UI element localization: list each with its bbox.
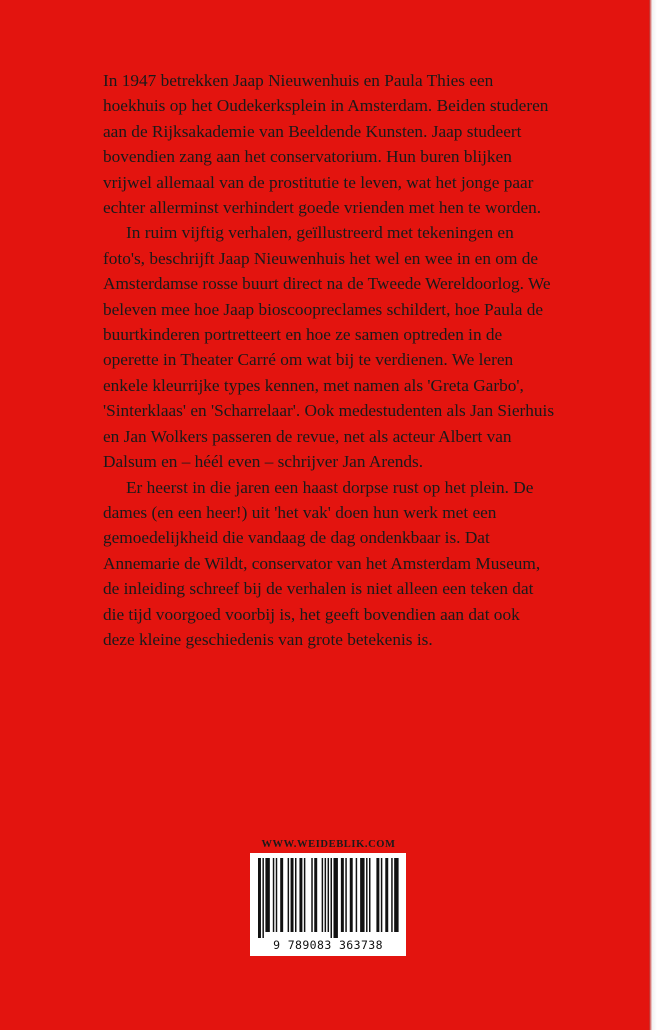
barcode-bar: [325, 858, 326, 932]
barcode-bar: [385, 858, 388, 932]
barcode-bar: [360, 858, 364, 932]
barcode-bar: [322, 858, 323, 932]
back-cover-blurb: [103, 68, 555, 652]
barcode-bar: [299, 858, 302, 932]
barcode-bar: [288, 858, 289, 932]
barcode-bar: [304, 858, 305, 932]
barcode-bar: [314, 858, 317, 932]
barcode-bar: [273, 858, 274, 932]
barcode-bar: [331, 858, 332, 938]
barcode-bar: [276, 858, 277, 932]
barcode-bar: [295, 858, 296, 932]
barcode-bar: [280, 858, 283, 932]
barcode-bar: [328, 858, 329, 932]
barcode: [250, 853, 406, 956]
publisher-website[interactable]: WWW.WEIDEBLIK.COM: [261, 839, 396, 850]
barcode-bar: [376, 858, 379, 932]
barcode-bar: [333, 858, 337, 938]
barcode-bar: [265, 858, 269, 932]
barcode-bar: [311, 858, 312, 932]
barcode-bars-icon: [256, 858, 400, 938]
barcode-bar: [341, 858, 344, 932]
barcode-bar: [394, 858, 398, 932]
barcode-bar: [369, 858, 370, 932]
barcode-bar: [291, 858, 294, 932]
barcode-bar: [366, 858, 367, 932]
barcode-bar: [262, 858, 263, 938]
isbn-number: 9 789083 363738: [273, 938, 383, 952]
blurb-paragraph-2: In ruim vijftig verhalen, geïllustreerd met tekeningen en foto's, beschrijft Jaap Nieuwenhuis het wel en wee in en om de Amsterdamse rosse buurt direct na de Tweede Wereldoorlog. We beleven mee hoe Jaap bioscoopreclames schildert, hoe Paula de buurtkinderen portretteert en hoe ze samen optreden in de operette in Theater Carré om wat bij te verdienen. We leren enkele kleurrijke types kennen, met namen als 'Greta Garbo', 'Sinterklaas' en 'Scharrelaar'. Ook medestudenten als Jan Sierhuis en Jan Wolkers passeren de revue, net als acteur Albert van Dalsum en – héél even – schrijver Jan Arends.: [103, 223, 555, 472]
barcode-bar: [345, 858, 346, 932]
barcode-bar: [381, 858, 382, 932]
barcode-bar: [391, 858, 392, 932]
blurb-paragraph-1: In 1947 betrekken Jaap Nieuwenhuis en Paula Thies een hoekhuis op het Oudekerksplein in Amsterdam. Beiden studeren aan de Rijksakademie van Beeldende Kunsten. Jaap studeert bovendien zang aan het conservatorium. Hun buren blijken vrijwel allemaal van de prostitutie te leven, wat het jonge paar echter allerminst verhindert goede vrienden met hen te worden.: [103, 71, 549, 218]
blurb-paragraph-3: Er heerst in die jaren een haast dorpse rust op het plein. De dames (en een heer!) uit 'het vak' doen hun werk met een gemoedelijkheid die vandaag de dag ondenkbaar is. Dat Annemarie de Wildt, conservator van het Amsterdam Museum, de inleiding schreef bij de verhalen is niet alleen een teken dat die tijd voorgoed voorbij is, het geeft bovendien aan dat ook deze kleine geschiedenis van grote betekenis is.: [103, 477, 541, 649]
barcode-bar: [356, 858, 357, 932]
barcode-bar: [258, 858, 261, 938]
barcode-bar: [350, 858, 353, 932]
book-spine-edge: [649, 0, 657, 1030]
